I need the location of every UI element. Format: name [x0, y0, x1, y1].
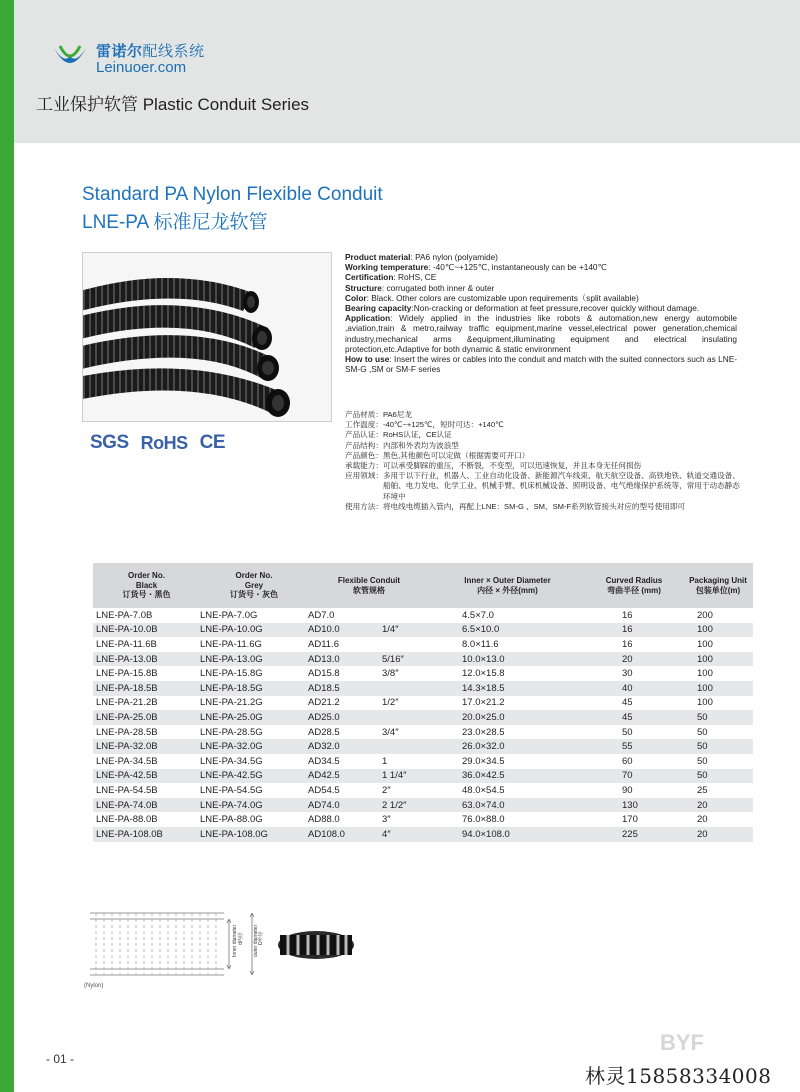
- product-photo: [82, 252, 332, 422]
- spec-en-text: : -40℃~+125℃, instantaneously can be +140℃: [428, 262, 607, 273]
- cell-diameter: 10.0×13.0: [462, 653, 505, 665]
- cell-packaging-unit: 100: [697, 697, 713, 709]
- spec-cn-label: 产品材质：: [345, 410, 383, 419]
- table-row: [93, 608, 753, 623]
- cell-inch-size: 1 1/4″: [382, 770, 407, 782]
- cell-inch-size: 5/16″: [382, 653, 404, 665]
- spec-cn-text: 内部和外表均为波浪型: [382, 440, 459, 450]
- cell-flex-size: AD54.5: [308, 784, 340, 796]
- cell-curved-radius: 45: [622, 711, 633, 723]
- cell-diameter: 14.3×18.5: [462, 682, 505, 694]
- cell-order-black: LNE-PA-11.6B: [96, 638, 157, 650]
- cell-curved-radius: 55: [622, 741, 633, 753]
- cell-curved-radius: 45: [622, 697, 633, 709]
- cell-order-grey: LNE-PA-54.5G: [200, 784, 263, 796]
- spec-cn-line: [345, 471, 740, 502]
- cell-packaging-unit: 100: [697, 682, 713, 694]
- cell-order-black: LNE-PA-42.5B: [96, 770, 158, 782]
- page-number: - 01 -: [46, 1052, 75, 1066]
- spec-cn-label: 工作温度：: [345, 420, 383, 430]
- spec-cn-line: [345, 461, 740, 471]
- table-row: [93, 739, 753, 754]
- table-row: [93, 681, 753, 696]
- product-title-en: Standard PA Nylon Flexible Conduit: [82, 184, 383, 205]
- table-row: [93, 827, 753, 842]
- cell-diameter: 8.0×11.6: [462, 638, 499, 650]
- cell-curved-radius: 90: [622, 784, 633, 796]
- cell-diameter: 48.0×54.5: [462, 784, 505, 796]
- cell-diameter: 36.0×42.5: [462, 770, 505, 782]
- spec-en-label: Application: [345, 313, 391, 324]
- cell-inch-size: 1: [382, 755, 388, 767]
- cell-order-black: LNE-PA-18.5B: [96, 682, 158, 694]
- cell-flex-size: AD74.0: [308, 799, 340, 811]
- table-body: [93, 608, 753, 842]
- spec-cn-text: RoHS认证，CE认证: [382, 430, 452, 440]
- spec-en-label: Working temperature: [345, 262, 429, 273]
- cell-flex-size: AD108.0: [308, 828, 345, 840]
- header-curved-radius: [585, 576, 683, 595]
- spec-cn-line: [345, 430, 740, 440]
- table-row: [93, 623, 753, 638]
- watermark-contact: 林灵15858334008: [585, 1064, 772, 1088]
- cell-flex-size: AD21.2: [308, 697, 340, 709]
- cell-diameter: 76.0×88.0: [462, 814, 505, 826]
- cell-packaging-unit: 100: [697, 668, 713, 680]
- cell-order-grey: LNE-PA-21.2G: [200, 697, 263, 709]
- spec-cn-label: 承载能力：: [345, 461, 383, 471]
- cell-flex-size: AD25.0: [308, 711, 340, 723]
- spec-en-text: :Non-cracking or deformation at feet pressure,recover quickly without damage.: [411, 303, 700, 314]
- cell-inch-size: 3/8″: [382, 668, 399, 680]
- cell-packaging-unit: 200: [697, 609, 713, 621]
- cell-curved-radius: 16: [622, 638, 633, 650]
- header-line: Flexible Conduit: [337, 576, 401, 585]
- spec-cn-line: [345, 441, 740, 451]
- cell-flex-size: AD13.0: [308, 653, 340, 665]
- cell-flex-size: AD7.0: [308, 609, 335, 621]
- cell-curved-radius: 50: [622, 726, 633, 738]
- header-order-black: [93, 571, 200, 600]
- header-line: 内径 × 外径(mm): [477, 585, 538, 595]
- spec-en-line: [345, 283, 737, 293]
- cell-curved-radius: 170: [622, 814, 638, 826]
- brand-logo: [50, 42, 205, 76]
- cell-order-grey: LNE-PA-34.5G: [200, 755, 263, 767]
- product-title-cn: LNE-PA 标准尼龙软管: [82, 212, 268, 233]
- header-line: Black: [135, 580, 158, 590]
- spec-cn-line: [345, 502, 740, 512]
- cell-order-grey: LNE-PA-13.0G: [200, 653, 263, 665]
- conduit-photo-illustration: [83, 253, 332, 422]
- cell-flex-size: AD15.8: [308, 668, 340, 680]
- cell-packaging-unit: 50: [697, 755, 708, 767]
- spec-en-line: [345, 262, 737, 272]
- cell-packaging-unit: 25: [697, 784, 708, 796]
- cell-curved-radius: 16: [622, 609, 633, 621]
- cell-diameter: 94.0×108.0: [462, 828, 510, 840]
- spec-en-text: : Black. Other colors are customizable upon requirements（split available): [366, 292, 639, 303]
- cell-order-grey: LNE-PA-11.6G: [200, 638, 262, 650]
- cell-diameter: 4.5×7.0: [462, 609, 494, 621]
- header-line: Grey: [244, 580, 264, 590]
- cell-order-grey: LNE-PA-28.5G: [200, 726, 263, 738]
- table-row: [93, 812, 753, 827]
- cell-inch-size: 3″: [382, 814, 391, 826]
- spec-en-label: Structure: [345, 282, 382, 293]
- outer-code-label: D外径: [258, 931, 264, 945]
- cell-order-grey: LNE-PA-10.0G: [200, 624, 263, 636]
- spec-cn-text: 黑色,其他颜色可以定做（根据需要可开口）: [382, 450, 530, 460]
- cell-inch-size: 1/4″: [382, 624, 399, 636]
- cell-flex-size: AD42.5: [308, 770, 340, 782]
- cell-order-grey: LNE-PA-7.0G: [200, 609, 258, 621]
- table-row: [93, 769, 753, 784]
- cell-curved-radius: 30: [622, 668, 633, 680]
- header-line: Order No.: [128, 571, 165, 581]
- cell-order-grey: LNE-PA-18.5G: [200, 682, 263, 694]
- header-line: Packaging Unit: [689, 576, 747, 585]
- header-line: Order No.: [235, 571, 273, 581]
- cell-diameter: 23.0×28.5: [462, 726, 505, 738]
- ce-mark: CE: [199, 432, 226, 453]
- cell-packaging-unit: 100: [697, 638, 713, 650]
- cell-order-black: LNE-PA-88.0B: [96, 814, 158, 826]
- cell-diameter: 26.0×32.0: [462, 741, 505, 753]
- cell-order-grey: LNE-PA-15.8G: [200, 668, 263, 680]
- spec-cn-label: 产品认证：: [345, 430, 383, 440]
- cell-diameter: 63.0×74.0: [462, 799, 505, 811]
- cell-inch-size: 4″: [382, 828, 391, 840]
- spec-en-line: [345, 313, 737, 354]
- cell-order-black: LNE-PA-108.0B: [96, 828, 163, 840]
- cell-order-black: LNE-PA-7.0B: [96, 609, 153, 621]
- spec-en-line: [345, 272, 737, 282]
- spec-en-line: [345, 354, 737, 374]
- table-row: [93, 696, 753, 711]
- spec-en-text: : Widely applied in the industries like robots & automation,new energy automobile ,aviation,train & metro,railway traffic equipment,marine vessel,electrical power generation,chemical industry,mechanical arms &equipment,illuminating equipment and electrical insulating protection,etc.Adaptive for both dynamic & static environment: [345, 313, 737, 354]
- table-row: [93, 754, 753, 769]
- nylon-label: (Nylon): [84, 983, 104, 989]
- inner-diameter-label: Inner diameter: [232, 924, 238, 957]
- cell-order-grey: LNE-PA-42.5G: [200, 770, 263, 782]
- header-line: 订货号・灰色: [230, 590, 278, 600]
- cell-curved-radius: 70: [622, 770, 633, 782]
- cell-diameter: 17.0×21.2: [462, 697, 505, 709]
- spec-en-line: [345, 293, 737, 303]
- spec-en-text: : RoHS, CE: [393, 272, 437, 283]
- header-line: 订货号・黑色: [122, 590, 171, 600]
- cell-packaging-unit: 20: [697, 799, 708, 811]
- table-row: [93, 637, 753, 652]
- spec-cn-text: PA6尼龙: [382, 410, 412, 419]
- cell-order-black: LNE-PA-15.8B: [96, 668, 158, 680]
- cell-diameter: 20.0×25.0: [462, 711, 505, 723]
- spec-en-block: [345, 252, 737, 374]
- cell-curved-radius: 40: [622, 682, 633, 694]
- rohs-mark: RoHS: [140, 432, 188, 453]
- header-line: 软管规格: [353, 585, 385, 595]
- cell-diameter: 29.0×34.5: [462, 755, 505, 767]
- spec-cn-text: 将电线电缆插入管内，再配上LNE：SM-G 、SM、SM-F系列软管接头对应的型号使用即可: [382, 501, 686, 511]
- cell-flex-size: AD34.5: [308, 755, 340, 767]
- sgs-mark: SGS: [90, 432, 129, 453]
- cell-order-black: LNE-PA-74.0B: [96, 799, 158, 811]
- spec-en-text: : Insert the wires or cables into the conduit and match with the suited connectors such as LNE-SM-G ,SM or SM-F series: [345, 354, 737, 375]
- cell-order-black: LNE-PA-34.5B: [96, 755, 158, 767]
- header-line: 包装单位(m): [695, 585, 741, 595]
- spec-en-label: Color: [345, 292, 367, 303]
- cell-order-black: LNE-PA-21.2B: [96, 697, 158, 709]
- series-title: 工业保护软管 Plastic Conduit Series: [36, 95, 310, 114]
- cell-order-black: LNE-PA-25.0B: [96, 711, 158, 723]
- brand-tagline-cn: 配线系统: [142, 42, 205, 60]
- cell-flex-size: AD28.5: [308, 726, 340, 738]
- spec-cn-block: [345, 410, 740, 512]
- header-line: 弯曲半径 (mm): [607, 585, 661, 595]
- spec-en-label: Bearing capacity: [345, 303, 412, 314]
- product-table: [93, 563, 753, 842]
- cell-packaging-unit: 50: [697, 770, 708, 782]
- cell-order-black: LNE-PA-28.5B: [96, 726, 158, 738]
- certification-logos: [90, 432, 225, 454]
- spec-cn-line: [345, 451, 740, 461]
- spec-en-text: : PA6 nylon (polyamide): [410, 252, 498, 262]
- table-row: [93, 798, 753, 813]
- cell-flex-size: AD32.0: [308, 741, 340, 753]
- cell-curved-radius: 16: [622, 624, 633, 636]
- spec-en-line: [345, 303, 737, 313]
- table-row: [93, 725, 753, 740]
- cell-order-black: LNE-PA-13.0B: [96, 653, 158, 665]
- header-line: Inner × Outer Diameter: [464, 576, 551, 585]
- cell-flex-size: AD88.0: [308, 814, 340, 826]
- header-line: Curved Radius: [605, 576, 663, 585]
- spec-cn-line: [345, 410, 740, 420]
- spec-cn-label: 产品颜色：: [345, 450, 383, 460]
- cell-packaging-unit: 20: [697, 828, 708, 840]
- spec-en-line: [345, 252, 737, 262]
- brand-name-cn: 雷诺尔配线系统: [96, 42, 205, 60]
- cell-order-grey: LNE-PA-74.0G: [200, 799, 263, 811]
- cell-order-grey: LNE-PA-108.0G: [200, 828, 268, 840]
- spec-en-label: Product material: [345, 252, 411, 262]
- spec-cn-text: 多用于以下行业，机器人、工业自动化设备、新能源汽车线束、航天航空设备、高铁地铁、轨道交通设备、船舶、电力发电、化学工业、机械手臂、机床机械设备、照明设备、电气绝缘保护系统等，常用于动态静态环境中: [382, 471, 740, 501]
- spec-cn-label: 使用方法：: [345, 501, 383, 511]
- cell-packaging-unit: 50: [697, 726, 708, 738]
- cell-order-grey: LNE-PA-32.0G: [200, 741, 263, 753]
- spec-en-label: How to use: [345, 354, 390, 365]
- spec-cn-line: [345, 420, 740, 430]
- header-packaging-unit: [683, 576, 753, 595]
- table-header: [93, 563, 753, 608]
- table-row: [93, 666, 753, 681]
- spec-cn-text: 可以承受脚踩的重压，不断裂，不变型，可以迅速恢复，并且本身无任何损伤: [382, 461, 642, 471]
- inner-code-label: d内径: [238, 932, 244, 945]
- spec-en-label: Certification: [345, 272, 394, 283]
- cell-curved-radius: 20: [622, 653, 633, 665]
- spec-cn-label: 应用领域：: [345, 471, 383, 481]
- cell-order-grey: LNE-PA-25.0G: [200, 711, 263, 723]
- cell-inch-size: 1/2″: [382, 697, 399, 709]
- header-order-grey: [200, 571, 308, 600]
- spec-cn-text: -40℃~+125℃，短时可达：+140℃: [382, 420, 504, 430]
- cell-flex-size: AD10.0: [308, 624, 340, 636]
- cell-order-black: LNE-PA-10.0B: [96, 624, 158, 636]
- cell-curved-radius: 225: [622, 828, 638, 840]
- cell-curved-radius: 130: [622, 799, 638, 811]
- table-row: [93, 710, 753, 725]
- cell-curved-radius: 60: [622, 755, 633, 767]
- cell-packaging-unit: 50: [697, 741, 708, 753]
- cell-diameter: 12.0×15.8: [462, 668, 505, 680]
- cell-inch-size: 2 1/2″: [382, 799, 407, 811]
- cell-flex-size: AD18.5: [308, 682, 340, 694]
- cell-packaging-unit: 100: [697, 624, 713, 636]
- cell-packaging-unit: 100: [697, 653, 713, 665]
- brand-logo-icon: [50, 42, 90, 76]
- cell-diameter: 6.5×10.0: [462, 624, 500, 636]
- header-diameter: [430, 576, 585, 595]
- table-row: [93, 652, 753, 667]
- spec-en-text: : corrugated both inner & outer: [381, 282, 495, 293]
- header-flexible-conduit: [308, 576, 430, 595]
- table-row: [93, 783, 753, 798]
- cell-inch-size: 2″: [382, 784, 391, 796]
- cell-order-grey: LNE-PA-88.0G: [200, 814, 263, 826]
- cell-packaging-unit: 50: [697, 711, 708, 723]
- spec-cn-label: 产品结构：: [345, 440, 383, 450]
- cell-inch-size: 3/4″: [382, 726, 399, 738]
- watermark-logo: BYF: [660, 1030, 704, 1055]
- brand-domain: Leinuoer.com: [96, 58, 187, 76]
- cell-packaging-unit: 20: [697, 814, 708, 826]
- outer-diameter-label: outer diameter: [253, 924, 259, 957]
- cell-order-black: LNE-PA-32.0B: [96, 741, 158, 753]
- left-accent-bar: [0, 0, 14, 1092]
- conduit-cross-section-diagram: [84, 905, 364, 995]
- cell-flex-size: AD11.6: [308, 638, 339, 650]
- cell-order-black: LNE-PA-54.5B: [96, 784, 158, 796]
